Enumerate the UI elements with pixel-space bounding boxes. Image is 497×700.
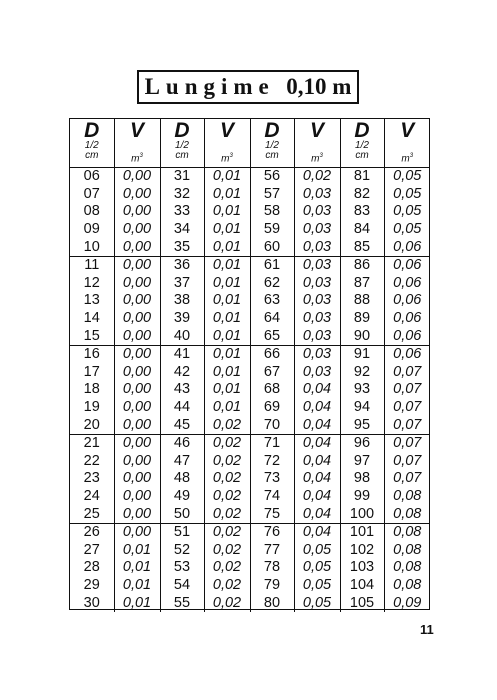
volume-cell: 0,01 <box>204 327 250 345</box>
diameter-cell: 31 <box>160 168 204 186</box>
table-row <box>70 345 430 363</box>
table-row <box>70 453 430 471</box>
diameter-cell: 22 <box>70 453 114 471</box>
header-v-unit-exp: 3 <box>319 153 323 159</box>
volume-cell: 0,05 <box>294 594 340 612</box>
table-body <box>70 168 430 612</box>
header-d-unit: cm <box>265 150 279 161</box>
volume-cell: 0,00 <box>114 505 160 523</box>
volume-cell: 0,02 <box>204 523 250 541</box>
title-word: Lungime <box>144 74 275 99</box>
volume-table <box>70 119 430 612</box>
volume-cell: 0,04 <box>294 488 340 506</box>
diameter-cell: 24 <box>70 488 114 506</box>
diameter-cell: 82 <box>340 186 384 204</box>
volume-cell: 0,03 <box>294 203 340 221</box>
diameter-cell: 89 <box>340 310 384 328</box>
diameter-cell: 104 <box>340 577 384 595</box>
volume-cell: 0,00 <box>114 416 160 434</box>
header-volume <box>384 119 430 168</box>
header-d-unit: cm <box>85 150 99 161</box>
volume-cell: 0,02 <box>204 434 250 452</box>
diameter-cell: 66 <box>250 345 294 363</box>
volume-cell: 0,00 <box>114 488 160 506</box>
header-diameter <box>160 119 204 168</box>
volume-cell: 0,08 <box>384 505 430 523</box>
volume-cell: 0,00 <box>114 470 160 488</box>
volume-cell: 0,02 <box>294 168 340 186</box>
header-v-unit-base: m <box>221 153 230 165</box>
header-v-label: V <box>309 119 324 142</box>
diameter-cell: 74 <box>250 488 294 506</box>
diameter-cell: 84 <box>340 221 384 239</box>
diameter-cell: 59 <box>250 221 294 239</box>
diameter-cell: 18 <box>70 381 114 399</box>
diameter-cell: 78 <box>250 559 294 577</box>
diameter-cell: 88 <box>340 292 384 310</box>
volume-cell: 0,00 <box>114 327 160 345</box>
diameter-cell: 14 <box>70 310 114 328</box>
volume-cell: 0,08 <box>393 559 422 576</box>
table-row <box>70 327 430 345</box>
diameter-cell: 53 <box>160 559 204 577</box>
header-diameter <box>70 119 114 168</box>
volume-cell: 0,05 <box>294 559 340 577</box>
header-v-label: V <box>129 119 144 142</box>
volume-cell: 0,01 <box>204 221 250 239</box>
diameter-cell: 60 <box>250 238 294 256</box>
diameter-cell: 41 <box>160 345 204 363</box>
table-row <box>70 364 430 382</box>
volume-cell: 0,00 <box>114 238 160 256</box>
diameter-cell: 47 <box>160 453 204 471</box>
volume-cell: 0,03 <box>294 327 340 345</box>
header-d-fraction: 1/2 <box>265 140 279 151</box>
diameter-cell: 58 <box>250 203 294 221</box>
header-d-fraction: 1/2 <box>355 140 369 151</box>
volume-cell: 0,02 <box>204 416 250 434</box>
diameter-cell: 44 <box>160 399 204 417</box>
volume-cell: 0,02 <box>204 594 250 612</box>
diameter-cell: 16 <box>70 345 114 363</box>
volume-cell: 0,00 <box>114 275 160 293</box>
diameter-cell: 42 <box>160 364 204 382</box>
diameter-cell: 30 <box>70 594 114 612</box>
diameter-cell: 23 <box>70 470 114 488</box>
volume-cell: 0,05 <box>393 168 422 185</box>
volume-cell: 0,02 <box>204 488 250 506</box>
diameter-cell: 105 <box>340 594 384 612</box>
table-row <box>70 275 430 293</box>
volume-cell: 0,01 <box>204 186 250 204</box>
volume-cell: 0,07 <box>393 470 422 487</box>
diameter-cell: 54 <box>160 577 204 595</box>
diameter-cell: 67 <box>250 364 294 382</box>
header-v-unit <box>295 151 340 164</box>
volume-cell: 0,01 <box>114 594 160 612</box>
diameter-cell: 61 <box>250 256 294 274</box>
diameter-cell: 10 <box>70 238 114 256</box>
header-v-unit <box>385 151 431 164</box>
header-volume <box>204 119 250 168</box>
diameter-cell: 06 <box>70 168 114 186</box>
diameter-cell: 100 <box>340 505 384 523</box>
header-volume <box>114 119 160 168</box>
diameter-cell: 49 <box>160 488 204 506</box>
diameter-cell: 38 <box>160 292 204 310</box>
volume-cell: 0,00 <box>114 186 160 204</box>
diameter-cell: 93 <box>340 381 384 399</box>
diameter-cell: 79 <box>250 577 294 595</box>
diameter-cell: 65 <box>250 327 294 345</box>
diameter-cell: 90 <box>340 327 384 345</box>
diameter-cell: 68 <box>250 381 294 399</box>
header-v-label: V <box>400 119 415 142</box>
diameter-cell: 40 <box>160 327 204 345</box>
table-row <box>70 203 430 221</box>
title-box <box>137 70 359 104</box>
volume-cell: 0,05 <box>393 203 422 220</box>
diameter-cell: 87 <box>340 275 384 293</box>
diameter-cell: 43 <box>160 381 204 399</box>
diameter-cell: 101 <box>340 523 384 541</box>
volume-cell: 0,02 <box>204 453 250 471</box>
volume-cell: 0,06 <box>393 274 422 291</box>
header-d-label: D <box>264 119 280 142</box>
diameter-cell: 69 <box>250 399 294 417</box>
volume-cell: 0,05 <box>393 185 422 202</box>
diameter-cell: 12 <box>70 275 114 293</box>
diameter-cell: 76 <box>250 523 294 541</box>
volume-cell: 0,06 <box>393 257 422 274</box>
volume-cell: 0,01 <box>204 364 250 382</box>
diameter-cell: 95 <box>340 416 384 434</box>
table-row <box>70 470 430 488</box>
table-row <box>70 577 430 595</box>
diameter-cell: 86 <box>340 256 384 274</box>
table-row <box>70 381 430 399</box>
volume-cell: 0,01 <box>204 275 250 293</box>
volume-cell: 0,05 <box>294 541 340 559</box>
header-v-unit-exp: 3 <box>139 153 143 159</box>
page-number: 11 <box>420 622 434 637</box>
volume-cell: 0,05 <box>393 221 422 238</box>
volume-cell: 0,02 <box>204 470 250 488</box>
diameter-cell: 71 <box>250 434 294 452</box>
diameter-cell: 51 <box>160 523 204 541</box>
volume-cell: 0,06 <box>393 310 422 327</box>
diameter-cell: 33 <box>160 203 204 221</box>
header-volume <box>294 119 340 168</box>
header-v-unit-base: m <box>131 153 140 165</box>
volume-cell: 0,07 <box>393 452 422 469</box>
diameter-cell: 19 <box>70 399 114 417</box>
table-row <box>70 256 430 274</box>
volume-cell: 0,00 <box>114 203 160 221</box>
volume-cell: 0,03 <box>294 292 340 310</box>
volume-cell: 0,03 <box>294 256 340 274</box>
diameter-cell: 07 <box>70 186 114 204</box>
diameter-cell: 102 <box>340 541 384 559</box>
volume-cell: 0,03 <box>294 186 340 204</box>
diameter-cell: 98 <box>340 470 384 488</box>
volume-cell: 0,07 <box>384 416 430 434</box>
diameter-cell: 97 <box>340 453 384 471</box>
volume-cell: 0,07 <box>393 363 422 380</box>
volume-cell: 0,01 <box>114 541 160 559</box>
volume-cell: 0,00 <box>114 292 160 310</box>
volume-cell: 0,07 <box>393 399 422 416</box>
diameter-cell: 21 <box>70 434 114 452</box>
diameter-cell: 64 <box>250 310 294 328</box>
header-v-unit <box>205 151 250 164</box>
table-row <box>70 310 430 328</box>
volume-cell: 0,04 <box>294 523 340 541</box>
volume-cell: 0,08 <box>393 487 422 504</box>
diameter-cell: 77 <box>250 541 294 559</box>
header-d-fraction: 1/2 <box>175 140 189 151</box>
header-d-fraction: 1/2 <box>84 140 99 151</box>
diameter-cell: 52 <box>160 541 204 559</box>
diameter-cell: 32 <box>160 186 204 204</box>
volume-cell: 0,03 <box>294 221 340 239</box>
diameter-cell: 39 <box>160 310 204 328</box>
diameter-cell: 55 <box>160 594 204 612</box>
volume-cell: 0,02 <box>204 505 250 523</box>
diameter-cell: 20 <box>70 416 114 434</box>
table-row <box>70 292 430 310</box>
diameter-cell: 85 <box>340 238 384 256</box>
table-row <box>70 186 430 204</box>
header-diameter <box>340 119 384 168</box>
volume-cell: 0,06 <box>384 327 430 345</box>
diameter-cell: 15 <box>70 327 114 345</box>
diameter-cell: 63 <box>250 292 294 310</box>
table-row <box>70 221 430 239</box>
diameter-cell: 91 <box>340 345 384 363</box>
diameter-cell: 73 <box>250 470 294 488</box>
diameter-cell: 75 <box>250 505 294 523</box>
volume-cell: 0,03 <box>294 238 340 256</box>
volume-cell: 0,01 <box>204 345 250 363</box>
diameter-cell: 70 <box>250 416 294 434</box>
diameter-cell: 96 <box>340 434 384 452</box>
volume-cell: 0,03 <box>294 275 340 293</box>
volume-cell: 0,00 <box>114 453 160 471</box>
table-row <box>70 238 430 256</box>
diameter-cell: 35 <box>160 238 204 256</box>
volume-cell: 0,08 <box>393 576 422 593</box>
volume-cell: 0,04 <box>294 505 340 523</box>
table-row <box>70 434 430 452</box>
diameter-cell: 56 <box>250 168 294 186</box>
header-diameter <box>250 119 294 168</box>
volume-cell: 0,00 <box>114 256 160 274</box>
volume-cell: 0,04 <box>294 434 340 452</box>
diameter-cell: 08 <box>70 203 114 221</box>
title-length: 0,10 m <box>286 74 352 99</box>
volume-cell: 0,01 <box>204 168 250 186</box>
table-row <box>70 488 430 506</box>
header-d-label: D <box>354 119 370 142</box>
diameter-cell: 50 <box>160 505 204 523</box>
volume-cell: 0,07 <box>393 381 422 398</box>
volume-cell: 0,00 <box>114 399 160 417</box>
header-v-unit-exp: 3 <box>229 153 233 159</box>
volume-cell: 0,00 <box>114 221 160 239</box>
volume-cell: 0,00 <box>114 381 160 399</box>
table-row <box>70 168 430 186</box>
diameter-cell: 26 <box>70 523 114 541</box>
volume-cell: 0,08 <box>393 541 422 558</box>
volume-cell: 0,00 <box>114 345 160 363</box>
header-d-unit: cm <box>355 150 369 161</box>
volume-cell: 0,04 <box>294 453 340 471</box>
header-v-unit <box>115 151 160 164</box>
diameter-cell: 46 <box>160 434 204 452</box>
table-row <box>70 523 430 541</box>
volume-cell: 0,00 <box>114 364 160 382</box>
volume-cell: 0,00 <box>114 168 160 186</box>
diameter-cell: 37 <box>160 275 204 293</box>
header-v-unit-base: m <box>311 153 320 165</box>
diameter-cell: 72 <box>250 453 294 471</box>
diameter-cell: 62 <box>250 275 294 293</box>
volume-cell: 0,09 <box>393 594 422 611</box>
diameter-cell: 27 <box>70 541 114 559</box>
volume-table-frame <box>69 118 430 610</box>
diameter-cell: 34 <box>160 221 204 239</box>
table-row <box>70 505 430 523</box>
header-v-unit-base: m <box>401 153 410 165</box>
diameter-cell: 25 <box>70 505 114 523</box>
volume-cell: 0,02 <box>204 559 250 577</box>
header-d-label: D <box>174 119 190 142</box>
diameter-cell: 103 <box>340 559 384 577</box>
header-d-unit: cm <box>175 150 189 161</box>
diameter-cell: 94 <box>340 399 384 417</box>
diameter-cell: 57 <box>250 186 294 204</box>
volume-cell: 0,01 <box>204 203 250 221</box>
diameter-cell: 81 <box>340 168 384 186</box>
diameter-cell: 17 <box>70 364 114 382</box>
volume-cell: 0,05 <box>294 577 340 595</box>
diameter-cell: 36 <box>160 256 204 274</box>
header-d-label: D <box>84 119 100 142</box>
diameter-cell: 48 <box>160 470 204 488</box>
table-row <box>70 541 430 559</box>
volume-cell: 0,06 <box>393 292 422 309</box>
volume-cell: 0,02 <box>204 541 250 559</box>
table-row <box>70 594 430 612</box>
diameter-cell: 28 <box>70 559 114 577</box>
volume-cell: 0,04 <box>294 381 340 399</box>
volume-cell: 0,07 <box>393 435 422 452</box>
volume-cell: 0,06 <box>384 238 430 256</box>
volume-cell: 0,01 <box>204 310 250 328</box>
volume-cell: 0,00 <box>114 434 160 452</box>
volume-cell: 0,08 <box>393 524 422 541</box>
table-row <box>70 399 430 417</box>
volume-cell: 0,01 <box>204 238 250 256</box>
volume-cell: 0,03 <box>294 364 340 382</box>
volume-cell: 0,03 <box>294 310 340 328</box>
volume-cell: 0,02 <box>204 577 250 595</box>
volume-cell: 0,01 <box>204 256 250 274</box>
page-title <box>145 74 352 100</box>
diameter-cell: 45 <box>160 416 204 434</box>
volume-cell: 0,04 <box>294 399 340 417</box>
volume-cell: 0,01 <box>114 577 160 595</box>
diameter-cell: 13 <box>70 292 114 310</box>
volume-cell: 0,03 <box>294 345 340 363</box>
diameter-cell: 29 <box>70 577 114 595</box>
volume-cell: 0,04 <box>294 416 340 434</box>
diameter-cell: 99 <box>340 488 384 506</box>
diameter-cell: 80 <box>250 594 294 612</box>
volume-cell: 0,01 <box>204 292 250 310</box>
diameter-cell: 09 <box>70 221 114 239</box>
diameter-cell: 83 <box>340 203 384 221</box>
volume-cell: 0,00 <box>114 523 160 541</box>
diameter-cell: 11 <box>70 256 114 274</box>
table-row <box>70 559 430 577</box>
table-header-row <box>70 119 430 168</box>
volume-cell: 0,06 <box>393 346 422 363</box>
diameter-cell: 92 <box>340 364 384 382</box>
volume-cell: 0,00 <box>114 310 160 328</box>
header-v-label: V <box>219 119 234 142</box>
header-v-unit-exp: 3 <box>409 153 414 159</box>
volume-cell: 0,01 <box>204 381 250 399</box>
volume-cell: 0,01 <box>204 399 250 417</box>
volume-cell: 0,01 <box>114 559 160 577</box>
volume-cell: 0,04 <box>294 470 340 488</box>
table-row <box>70 416 430 434</box>
